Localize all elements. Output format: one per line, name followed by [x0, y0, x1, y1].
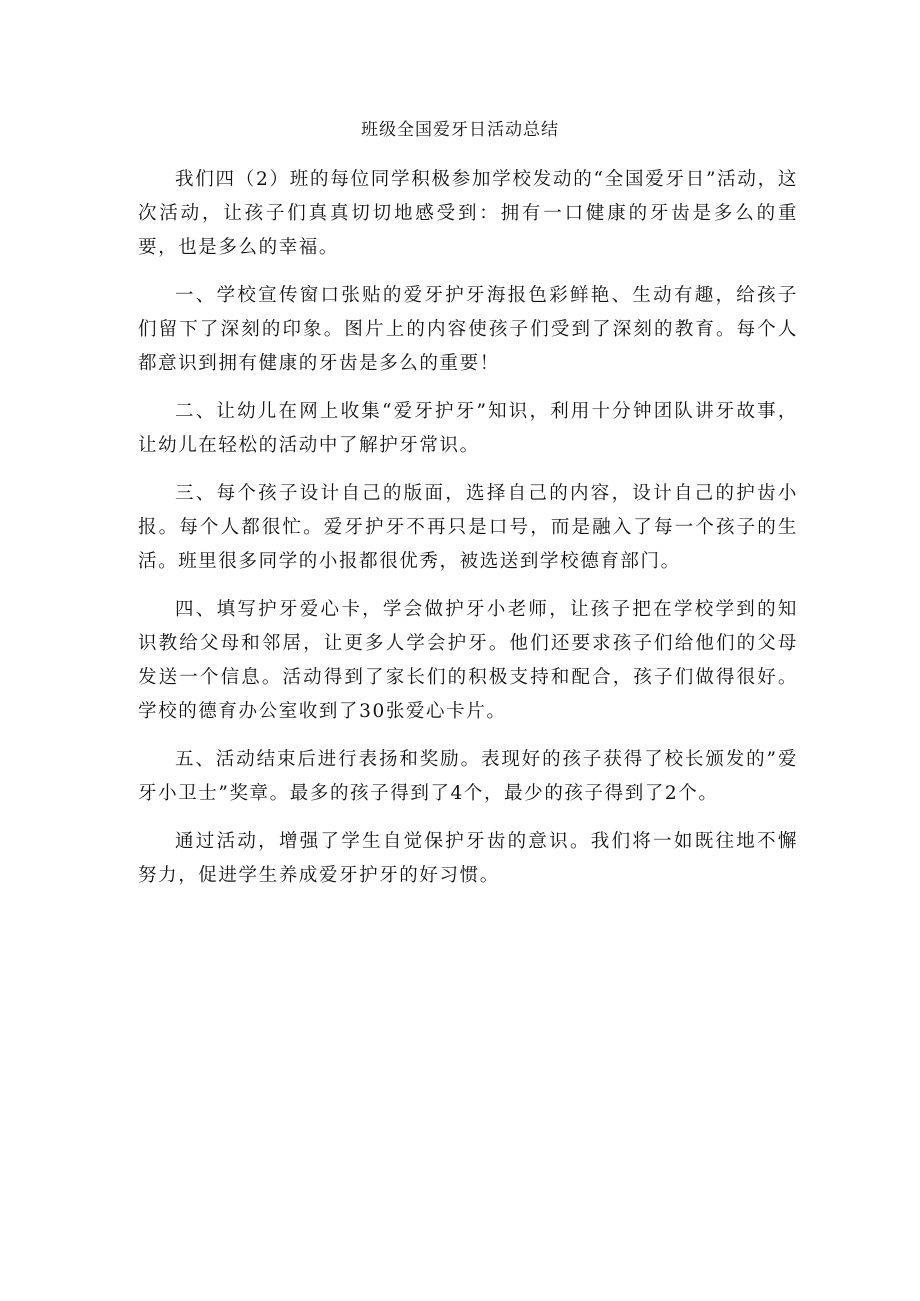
paragraph-4: 四、填写护牙爱心卡，学会做护牙小老师，让孩子把在学校学到的知识教给父母和邻居，让更多人学会护牙。他们还要求孩子们给他们的父母发送一个信息。活动得到了家长们的积极支持和配合，孩子们做得很好。学校的德育办公室收到了30张爱心卡片。: [138, 599, 798, 722]
paragraph-2: 二、让幼儿在网上收集“爱牙护牙”知识，利用十分钟团队讲牙故事，让幼儿在轻松的活动中了解护牙常识。: [138, 401, 798, 456]
paragraph-intro: 我们四（2）班的每位同学积极参加学校发动的“全国爱牙日”活动，这次活动，让孩子们真真切切地感受到：拥有一口健康的牙齿是多么的重要，也是多么的幸福。: [138, 169, 798, 258]
paragraph-3: 三、每个孩子设计自己的版面，选择自己的内容，设计自己的护齿小报。每个人都很忙。爱牙护牙不再只是口号，而是融入了每一个孩子的生活。班里很多同学的小报都很优秀，被选送到学校德育部门。: [138, 483, 798, 572]
paragraph-conclusion: 通过活动，增强了学生自觉保护牙齿的意识。我们将一如既往地不懈努力，促进学生养成爱牙护牙的好习惯。: [138, 831, 798, 886]
document-body: [138, 163, 798, 907]
document-title: 班级全国爱牙日活动总结: [361, 120, 559, 140]
paragraph-1: 一、学校宣传窗口张贴的爱牙护牙海报色彩鲜艳、生动有趣，给孩子们留下了深刻的印象。图片上的内容使孩子们受到了深刻的教育。每个人都意识到拥有健康的牙齿是多么的重要！: [138, 285, 798, 374]
paragraph-5: 五、活动结束后进行表扬和奖励。表现好的孩子获得了校长颁发的”爱牙小卫士”奖章。最多的孩子得到了4个，最少的孩子得到了2个。: [138, 749, 798, 804]
